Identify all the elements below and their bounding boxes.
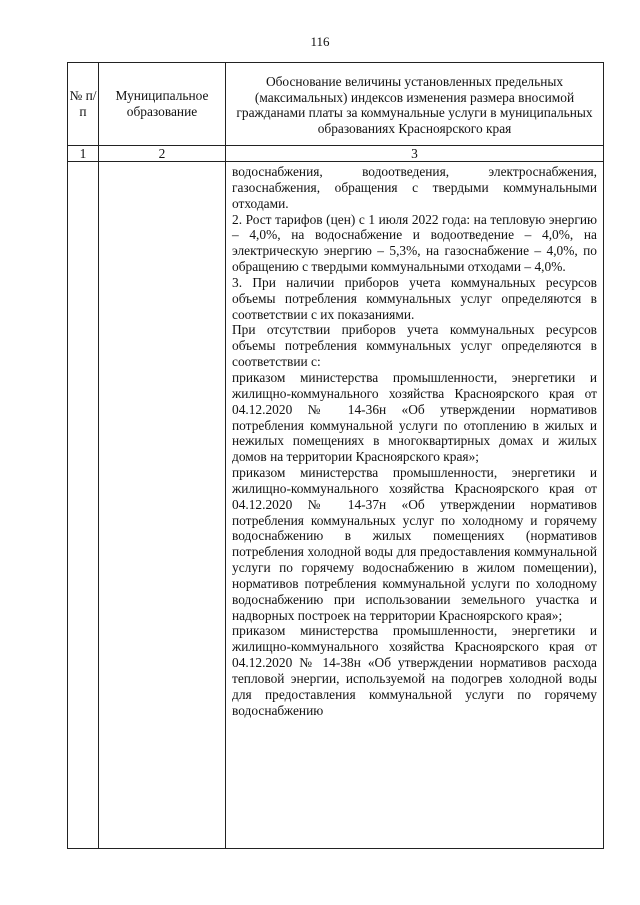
paragraph: приказом министерства промышленности, энергетики и жилищно-коммунального хозяйства Красноярского края от 04.12.2020 № 14-38н «Об утверждении нормативов расхода тепловой энергии, используемой на подогрев холодной воды для предоставления коммунальной услуги по горячему водоснабжению [232,623,597,718]
paragraph: приказом министерства промышленности, энергетики и жилищно-коммунального хозяйства Красноярского края от 04.12.2020 № 14-37н «Об утверждении нормативов потребления коммунальных услуг по холодному и горячему водоснабжению в жилых помещениях (нормативов потребления холодной воды для предоставления коммунальной услуги по горячему водоснабжению в жилом помещении), нормативов потребления коммунальной услуги по холодному водоснабжению при использовании земельного участка и надворных построек на территории Красноярского края»; [232,465,597,623]
paragraph: водоснабжения, водоотведения, электроснабжения, газоснабжения, обращения с твердыми коммунальными отходами. [232,164,597,211]
justification-table [67,62,604,849]
header-num: № п/п [68,63,99,146]
paragraph: При отсутствии приборов учета коммунальных ресурсов объемы потребления коммунальных услуг определяются в соответствии с: [232,322,597,370]
row-justification-cell [226,162,604,849]
table-header-row [68,63,604,146]
table-row [68,162,604,849]
paragraph: приказом министерства промышленности, энергетики и жилищно-коммунального хозяйства Красноярского края от 04.12.2020 № 14-36н «Об утверждении нормативов потребления коммунальной услуги по отоплению в жилых и нежилых помещениях в многоквартирных домах и жилых домов на территории Красноярского края»; [232,369,597,465]
header-justification: Обоснование величины установленных предельных (максимальных) индексов изменения размера вносимой гражданами платы за коммунальные услуги в муниципальных образованиях Красноярского края [226,63,604,146]
column-index-row [68,146,604,162]
paragraph: 2. Рост тарифов (цен) с 1 июля 2022 года: на тепловую энергию – 4,0%, на водоснабжение и водоотведение – 4,0%, на электрическую энергию – 5,3%, на газоснабжение – 4,0%, по обращению с твердыми коммунальными отходами – 4,0%. [232,211,597,275]
column-index: 3 [226,146,604,162]
page-number: 116 [310,34,330,49]
column-index: 2 [99,146,226,162]
row-num-cell [68,162,99,849]
row-municipality-cell [99,162,226,849]
justification-text [226,162,603,719]
column-index: 1 [68,146,99,162]
paragraph: 3. При наличии приборов учета коммунальных ресурсов объемы потребления коммунальных услуг определяются в соответствии с их показаниями. [232,274,597,322]
header-municipality: Муниципальное образование [99,63,226,146]
